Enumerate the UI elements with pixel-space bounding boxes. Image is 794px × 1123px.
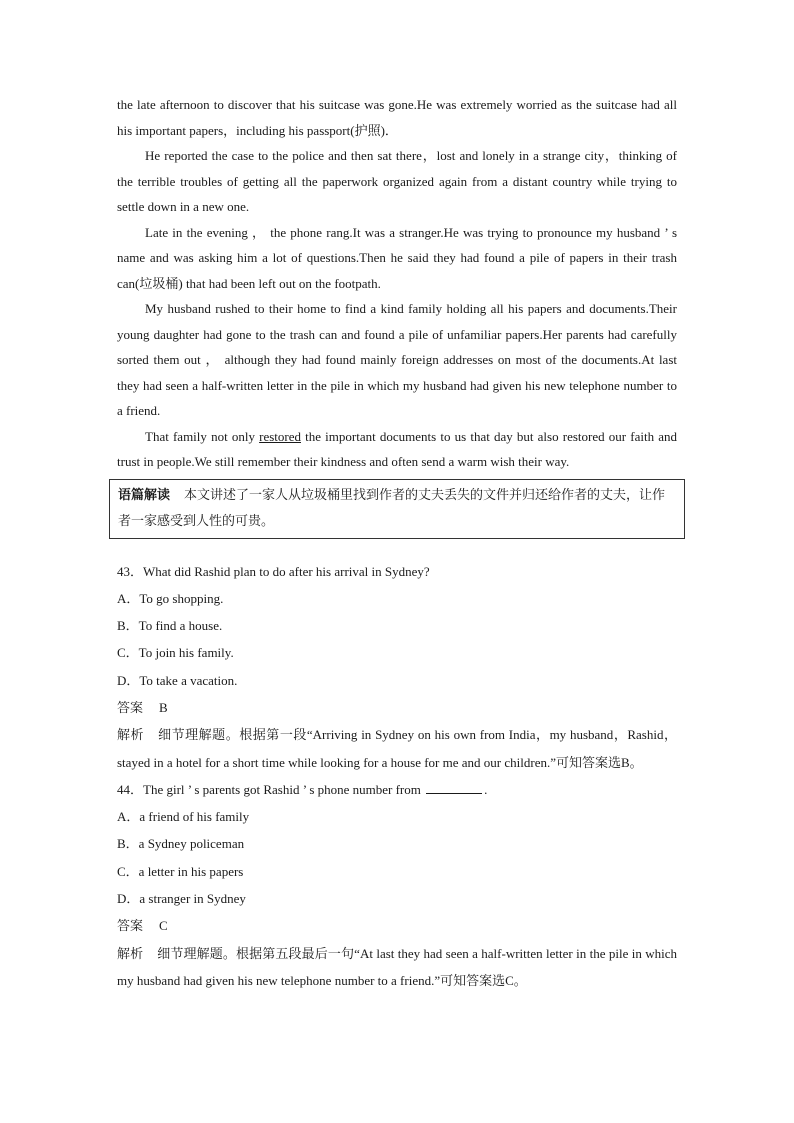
passage-paragraph-4: My husband rushed to their home to find a kind family holding all his papers and documents.Their young daughter had gone to the trash can and found a pile of unfamiliar papers.Her parents had carefully sorted them out ， although they had found mainly foreign addresses on most of the documents.At last they had seen a half-written letter in the pile in which my husband had given his new telephone number to a friend. bbox=[117, 301, 677, 418]
p5-text-after: the important documents to us that day but also restored our faith and trust in people.We still remember their kindness and often send a warm wish their way. bbox=[117, 428, 678, 469]
question-44 bbox=[117, 776, 677, 994]
analysis-text: 细节理解题。根据第一段“Arriving in Sydney on his own from India，my husband，Rashid，stayed in a hotel for a short time while looking for a house for me and our children.”可知答案选B。 bbox=[117, 727, 677, 770]
page-content bbox=[117, 92, 677, 994]
passage-paragraph-2: He reported the case to the police and then sat there，lost and lonely in a strange city，thinking of the terrible troubles of getting all the paperwork organized again from a distant country while trying to settle down in a new one. bbox=[117, 148, 677, 214]
stem-after: . bbox=[484, 781, 488, 797]
option-c: C．To join his family. bbox=[117, 645, 234, 661]
stem-before: 44．The girl ’ s parents got Rashid ’ s phone number from bbox=[117, 781, 425, 797]
passage-paragraph-5 bbox=[117, 424, 677, 475]
summary-text: 本文讲述了一家人从垃圾桶里找到作者的丈夫丢失的文件并归还给作者的丈夫，让作者一家感受到人性的可贵。 bbox=[118, 487, 666, 529]
option-a: A．To go shopping. bbox=[117, 590, 224, 606]
analysis-line bbox=[117, 721, 677, 776]
option-a: A．a friend of his family bbox=[117, 809, 250, 825]
analysis-label: 解析 bbox=[117, 727, 145, 743]
option-d: D．a stranger in Sydney bbox=[117, 891, 246, 907]
question-43 bbox=[117, 558, 677, 776]
answer-line bbox=[117, 694, 677, 721]
question-stem bbox=[117, 776, 677, 803]
passage-paragraph-3: Late in the evening ， the phone rang.It was a stranger.He was trying to pronounce my husband ’ s name and was asking him a lot of questions.Then he said they had found a pile of papers in their trash can(垃圾桶) that had been left out on the footpath. bbox=[117, 224, 677, 291]
answer-label: 答案 bbox=[117, 918, 144, 934]
spacer bbox=[117, 539, 677, 558]
passage-paragraph-1: the late afternoon to discover that his suitcase was gone.He was extremely worried as the suitcase had all his important papers，including his passport(护照)． bbox=[117, 97, 677, 138]
summary-box bbox=[109, 479, 685, 539]
analysis-label: 解析 bbox=[117, 945, 144, 961]
summary-label: 语篇解读 bbox=[118, 487, 171, 503]
answer-value: C bbox=[159, 918, 168, 934]
option-d: D．To take a vacation. bbox=[117, 672, 238, 688]
answer-label: 答案 bbox=[117, 699, 144, 715]
answer-line bbox=[117, 912, 677, 939]
p5-text-before: That family not only bbox=[145, 428, 260, 444]
option-c: C．a letter in his papers bbox=[117, 863, 244, 879]
analysis-text: 细节理解题。根据第五段最后一句“At last they had seen a half-written letter in the pile in which my husband had given his new telephone number to a friend.”可知答案选C。 bbox=[117, 945, 677, 988]
answer-value: B bbox=[159, 699, 168, 715]
option-b: B．To find a house. bbox=[117, 618, 223, 634]
underlined-word: restored bbox=[259, 428, 301, 444]
answer-blank bbox=[426, 781, 482, 794]
option-b: B．a Sydney policeman bbox=[117, 836, 245, 852]
question-stem: 43．What did Rashid plan to do after his arrival in Sydney? bbox=[117, 563, 430, 579]
analysis-line bbox=[117, 940, 677, 995]
